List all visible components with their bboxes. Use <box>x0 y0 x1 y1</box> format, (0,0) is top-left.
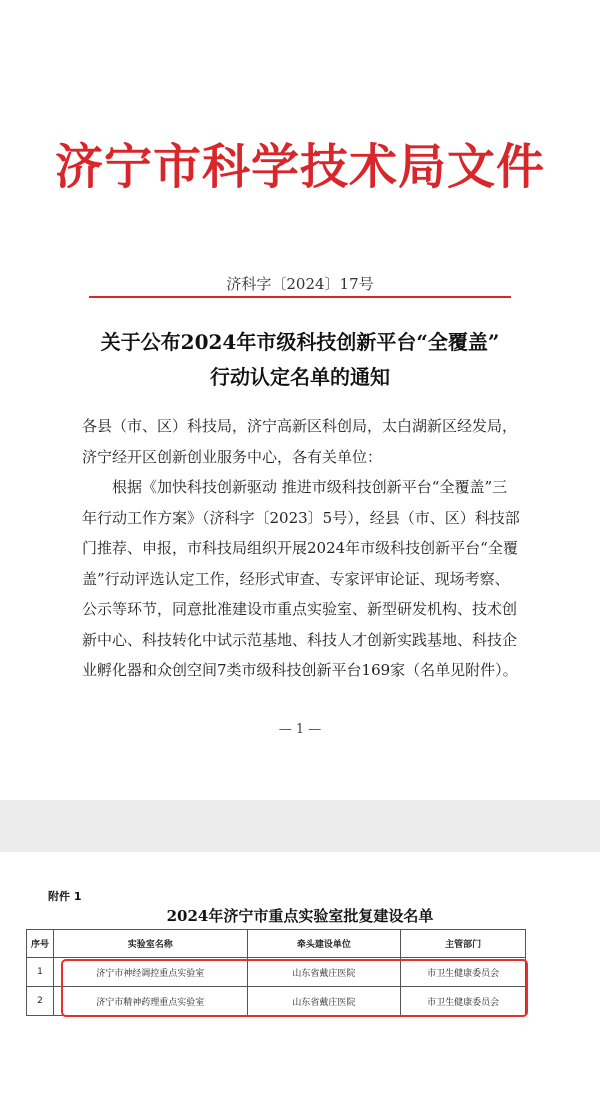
row-lab-name: 济宁市精神药理重点实验室 <box>53 987 247 1016</box>
row-department: 市卫生健康委员会 <box>401 958 526 987</box>
header-divider <box>89 296 511 298</box>
notice-title <box>60 325 540 395</box>
notice-title-line-2: 行动认定名单的通知 <box>210 365 390 389</box>
recipients-line-1: 各县（市、区）科技局，济宁高新区科创局，太白湖新区经发局， <box>82 417 518 435</box>
row-index: 2 <box>27 987 54 1016</box>
attachment-title: 2024年济宁市重点实验室批复建设名单 <box>166 907 434 925</box>
table-header-row <box>27 930 526 958</box>
row-lead-unit: 山东省戴庄医院 <box>247 958 401 987</box>
column-header-department: 主管部门 <box>401 930 526 958</box>
notice-title-line-1: 关于公布2024年市级科技创新平台“全覆盖” <box>100 330 500 354</box>
highlight-box <box>61 959 528 1017</box>
document-header-title: 济宁市科学技术局文件 <box>54 139 545 195</box>
row-department: 市卫生健康委员会 <box>401 987 526 1016</box>
document-page-attachment <box>0 852 600 1109</box>
row-index: 1 <box>27 958 54 987</box>
column-header-lead-unit: 牵头建设单位 <box>247 930 401 958</box>
row-lab-name: 济宁市神经调控重点实验室 <box>53 958 247 987</box>
document-number: 济科字〔2024〕17号 <box>226 275 374 293</box>
recipients-line-2: 济宁经开区创新创业服务中心，各有关单位： <box>82 447 383 466</box>
notice-body <box>82 411 520 686</box>
page-number: — 1 — <box>278 722 322 737</box>
body-paragraph: 根据《加快科技创新驱动 推进市级科技创新平台“全覆盖”三年行动工作方案》（济科字〔2023〕5号），经县（市、区）科技部门推荐、申报，市科技局组织开展2024年市级科技创新平台“全覆盖”行动评选认定工作，经形式审查、专家评审论证、现场考察、公示等环节，同意批准建设市重点实验室、新型研发机构、技术创新中心、科技转化中试示范基地、科技人才创新实践基地、科技企业孵化器和众创空间7类市级科技创新平台169家（名单见附件）。 <box>82 478 520 679</box>
row-lead-unit: 山东省戴庄医院 <box>247 987 401 1016</box>
column-header-lab-name: 实验室名称 <box>53 930 247 958</box>
attachment-label: 附件 1 <box>48 890 82 903</box>
column-header-index: 序号 <box>27 930 54 958</box>
